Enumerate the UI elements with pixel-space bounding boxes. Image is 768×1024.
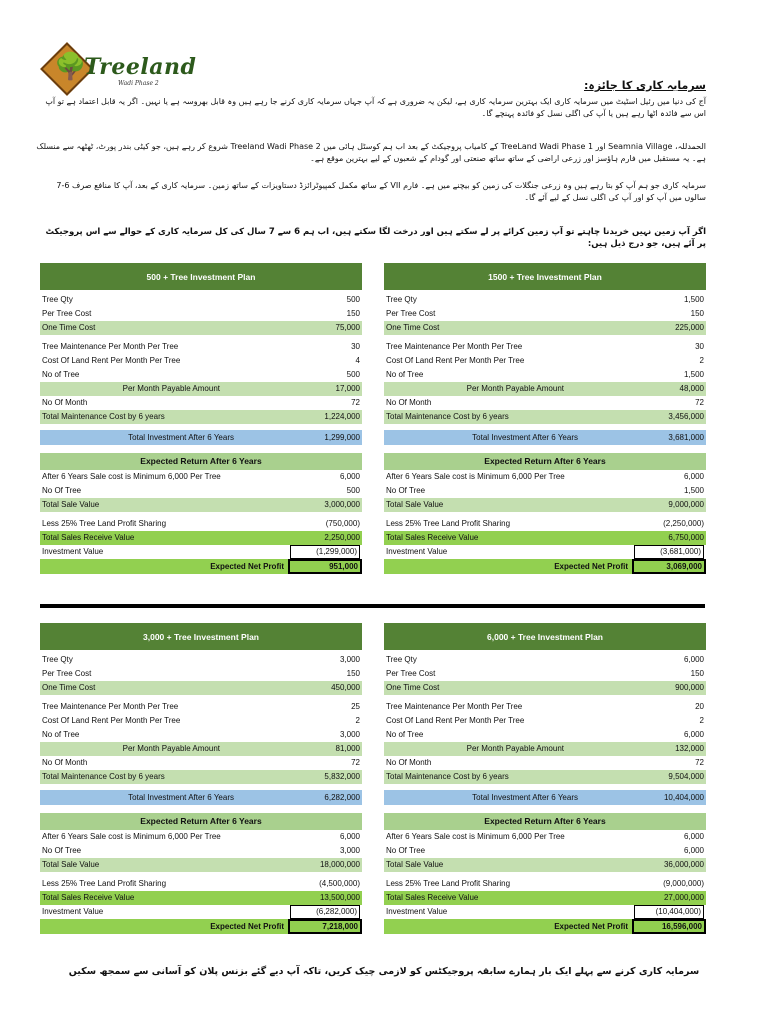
row-label: Cost Of Land Rent Per Month Per Tree xyxy=(386,356,525,365)
row-label: No Of Tree xyxy=(386,846,426,855)
plan-title: 1500 + Tree Investment Plan xyxy=(384,263,706,290)
row-label: Total Investment After 6 Years xyxy=(472,433,578,442)
row-value: 1,500 xyxy=(683,486,704,495)
row-label: No of Tree xyxy=(42,730,80,739)
row-no-of-tree xyxy=(40,728,362,742)
row-total-sale-value xyxy=(384,498,706,512)
row-total-maintenance xyxy=(384,770,706,784)
row-no-of-month xyxy=(384,756,706,770)
treeland-logo xyxy=(40,44,197,102)
row-expected-net-profit xyxy=(40,919,362,934)
row-value: 9,000,000 xyxy=(668,500,704,509)
row-investment-value xyxy=(40,545,362,559)
row-value: 27,000,000 xyxy=(663,893,704,902)
row-value: 16,596,000 xyxy=(632,919,706,934)
plan-table-1500 xyxy=(384,263,706,574)
row-value: 3,000,000 xyxy=(324,500,360,509)
row-label: One Time Cost xyxy=(42,323,96,332)
row-value: 36,000,000 xyxy=(663,860,704,869)
investment-overview-heading: سرمایہ کاری کا جائزہ: xyxy=(583,79,706,92)
row-value: 17,000 xyxy=(335,384,360,393)
row-label: Total Maintenance Cost by 6 years xyxy=(42,772,165,781)
row-label: Per Tree Cost xyxy=(42,309,92,318)
row-total-investment xyxy=(40,790,362,805)
row-label: Tree Maintenance Per Month Per Tree xyxy=(386,342,523,351)
row-label: Investment Value xyxy=(42,547,104,556)
expected-return-header: Expected Return After 6 Years xyxy=(40,453,362,470)
row-label: No Of Tree xyxy=(42,846,82,855)
row-label: Total Investment After 6 Years xyxy=(128,793,234,802)
row-label: No of Tree xyxy=(386,370,424,379)
row-land-rent xyxy=(384,354,706,368)
row-label: Total Sale Value xyxy=(42,500,100,509)
row-per-month-payable xyxy=(384,382,706,396)
row-per-tree-cost xyxy=(40,307,362,321)
plan-table-6000 xyxy=(384,623,706,934)
row-value: 150 xyxy=(346,669,360,678)
row-one-time-cost xyxy=(40,681,362,695)
row-label: Tree Qty xyxy=(42,655,73,664)
row-value: 2 xyxy=(699,716,704,725)
row-value: 25 xyxy=(351,702,360,711)
row-value: 2 xyxy=(699,356,704,365)
row-value: 1,299,000 xyxy=(324,433,360,442)
row-value: 9,504,000 xyxy=(668,772,704,781)
row-sale-cost xyxy=(384,830,706,844)
row-per-tree-cost xyxy=(40,667,362,681)
row-label: Tree Maintenance Per Month Per Tree xyxy=(42,702,179,711)
row-label: Total Maintenance Cost by 6 years xyxy=(386,772,509,781)
row-total-maintenance xyxy=(40,770,362,784)
row-value: (9,000,000) xyxy=(663,879,704,888)
row-label: Total Sale Value xyxy=(386,860,444,869)
tree-icon: 🌳 xyxy=(54,52,87,82)
row-maintenance xyxy=(384,700,706,714)
row-label: Per Month Payable Amount xyxy=(466,744,564,753)
row-value: 150 xyxy=(690,669,704,678)
plan-title: 6,000 + Tree Investment Plan xyxy=(384,623,706,650)
row-label: Per Month Payable Amount xyxy=(466,384,564,393)
row-sale-cost xyxy=(40,830,362,844)
row-investment-value xyxy=(384,545,706,559)
expected-return-header: Expected Return After 6 Years xyxy=(40,813,362,830)
row-label: One Time Cost xyxy=(42,683,96,692)
row-value: 6,000 xyxy=(683,655,704,664)
row-label: Cost Of Land Rent Per Month Per Tree xyxy=(42,356,181,365)
plan-table-500 xyxy=(40,263,362,574)
row-total-sale-value xyxy=(384,858,706,872)
row-value: 500 xyxy=(346,486,360,495)
row-label: Tree Qty xyxy=(42,295,73,304)
row-per-tree-cost xyxy=(384,307,706,321)
row-sale-cost xyxy=(40,470,362,484)
row-label: Less 25% Tree Land Profit Sharing xyxy=(386,879,511,888)
row-label: Total Sales Receive Value xyxy=(42,893,135,902)
row-label: Tree Maintenance Per Month Per Tree xyxy=(42,342,179,351)
row-total-investment xyxy=(40,430,362,445)
row-label: Investment Value xyxy=(386,547,448,556)
row-label: Tree Qty xyxy=(386,655,417,664)
row-value: 225,000 xyxy=(675,323,704,332)
row-label: After 6 Years Sale cost is Minimum 6,000 Per Tree xyxy=(42,472,221,481)
row-one-time-cost xyxy=(384,321,706,335)
row-one-time-cost xyxy=(40,321,362,335)
row-label: Total Sale Value xyxy=(386,500,444,509)
row-value: 150 xyxy=(690,309,704,318)
intro-paragraph-1: آج کی دنیا میں رئیل اسٹیٹ میں سرمایہ کاری ایک بہترین سرمایہ کاری ہے، لیکن یہ ضروری ہے کہ آپ جہاں سرمایہ کاری کرنے جا رہے ہیں وہ قابل بھروسہ ہے یا نہیں۔ اگر یہ قابل اعتماد ہے تو آپ اس سے فائدہ اٹھا رہے ہیں یا آپ کی اگلی نسل کو فائدہ پہنچے گا۔ xyxy=(45,97,706,118)
row-value: 72 xyxy=(351,758,360,767)
row-label: Investment Value xyxy=(386,907,448,916)
row-label: Expected Net Profit xyxy=(40,919,288,934)
row-land-rent xyxy=(40,714,362,728)
intro-paragraph-3: سرمایہ کاری جو ہم آپ کو بتا رہے ہیں وہ زرعی جنگلات کی زمین کو بیچنے میں ہے۔ فارم VII کے ساتھ مکمل کمپیوٹرائزڈ دستاویزات کے ساتھ زمین۔ سرمایہ کاری کے بعد، آپ کا منافع صرف 6-7 سالوں میں آپ کو اور آپ کی اگلی نسل کے لیے آئے گا۔ xyxy=(56,181,706,202)
row-value: 3,000 xyxy=(339,846,360,855)
row-value: 30 xyxy=(695,342,704,351)
row-value: 450,000 xyxy=(331,683,360,692)
row-value: 7,218,000 xyxy=(288,919,362,934)
row-no-of-tree-2 xyxy=(40,844,362,858)
row-expected-net-profit xyxy=(40,559,362,574)
row-value: 18,000,000 xyxy=(319,860,360,869)
row-label: Total Sales Receive Value xyxy=(42,533,135,542)
row-label: Total Investment After 6 Years xyxy=(472,793,578,802)
row-value: 1,500 xyxy=(683,295,704,304)
row-per-month-payable xyxy=(40,382,362,396)
row-value: 10,404,000 xyxy=(663,793,704,802)
plan-title: 3,000 + Tree Investment Plan xyxy=(40,623,362,650)
row-sale-cost xyxy=(384,470,706,484)
intro-paragraph-4: اگر آپ زمین نہیں خریدنا چاہتے تو آپ زمین کرائے پر لے سکتے ہیں اور درخت لگا سکتے ہیں، اب ہم 6 سے 7 سال کی کل سرمایہ کاری کے حوالے سے اس پروجیکٹ پر آئے ہیں، جو درج ذیل ہیں: xyxy=(45,227,706,249)
row-value: 1,500 xyxy=(683,370,704,379)
row-label: Investment Value xyxy=(42,907,104,916)
row-value: (4,500,000) xyxy=(319,879,360,888)
row-value: 72 xyxy=(351,398,360,407)
row-label: One Time Cost xyxy=(386,683,440,692)
row-no-of-month xyxy=(384,396,706,410)
row-label: Expected Net Profit xyxy=(40,559,288,574)
row-label: Total Sales Receive Value xyxy=(386,893,479,902)
row-label: Less 25% Tree Land Profit Sharing xyxy=(42,519,167,528)
row-total-sale-value xyxy=(40,858,362,872)
row-label: Tree Maintenance Per Month Per Tree xyxy=(386,702,523,711)
row-value: 30 xyxy=(351,342,360,351)
row-value: 4 xyxy=(355,356,360,365)
expected-return-header: Expected Return After 6 Years xyxy=(384,813,706,830)
row-value: (10,404,000) xyxy=(634,905,704,919)
row-label: Total Maintenance Cost by 6 years xyxy=(386,412,509,421)
row-label: No Of Month xyxy=(42,758,88,767)
row-less-profit-sharing xyxy=(384,517,706,531)
row-label: No Of Month xyxy=(386,758,432,767)
row-maintenance xyxy=(40,700,362,714)
row-label: Total Investment After 6 Years xyxy=(128,433,234,442)
row-label: After 6 Years Sale cost is Minimum 6,000 Per Tree xyxy=(386,472,565,481)
row-value: 6,000 xyxy=(683,472,704,481)
row-value: 48,000 xyxy=(679,384,704,393)
row-value: 951,000 xyxy=(288,559,362,574)
row-total-investment xyxy=(384,430,706,445)
row-value: 5,832,000 xyxy=(324,772,360,781)
row-label: No of Tree xyxy=(386,730,424,739)
row-total-sales-receive xyxy=(384,891,706,905)
plan-table-3000 xyxy=(40,623,362,934)
row-value: 72 xyxy=(695,398,704,407)
row-no-of-tree xyxy=(384,368,706,382)
row-value: 20 xyxy=(695,702,704,711)
row-land-rent xyxy=(384,714,706,728)
row-value: 6,000 xyxy=(339,832,360,841)
row-maintenance xyxy=(40,340,362,354)
row-value: 2 xyxy=(355,716,360,725)
intro-paragraph-2: الحمدللہ، Seamnia Village اور TreeLand Wadi Phase 1 کے کامیاب پروجیکٹ کے بعد اب ہم کوسٹل ہائی میں Treeland Wadi Phase 2 شروع کر رہے ہیں، جو کیٹی بندر پورٹ، ٹھٹھہ سے منسلک ہے۔ یہ مستقبل میں فارم ہاؤسز اور زرعی اراضی کے ساتھ ساتھ صنعتی اور گودام کے شعبوں کے لیے بہترین موقع ہے۔ xyxy=(36,142,706,163)
row-value: 500 xyxy=(346,370,360,379)
logo-subtitle: Wadi Phase 2 xyxy=(118,80,159,87)
row-value: 75,000 xyxy=(335,323,360,332)
row-no-of-tree-2 xyxy=(384,844,706,858)
row-label: After 6 Years Sale cost is Minimum 6,000 Per Tree xyxy=(42,832,221,841)
row-value: 3,000 xyxy=(339,730,360,739)
row-per-month-payable xyxy=(384,742,706,756)
row-value: (2,250,000) xyxy=(663,519,704,528)
row-value: 500 xyxy=(346,295,360,304)
row-investment-value xyxy=(384,905,706,919)
row-label: Cost Of Land Rent Per Month Per Tree xyxy=(42,716,181,725)
row-tree-qty xyxy=(40,653,362,667)
row-label: No Of Tree xyxy=(42,486,82,495)
row-total-investment xyxy=(384,790,706,805)
row-less-profit-sharing xyxy=(40,877,362,891)
row-maintenance xyxy=(384,340,706,354)
row-value: 150 xyxy=(346,309,360,318)
row-total-maintenance xyxy=(40,410,362,424)
row-tree-qty xyxy=(384,653,706,667)
row-one-time-cost xyxy=(384,681,706,695)
footer-note: سرمایہ کاری کرنے سے پہلے ایک بار ہمارے سابقہ پروجیکٹس کو لازمی چیک کریں، تاکہ آپ دیے گئے بزنس پلان کو آسانی سے سمجھ سکیں xyxy=(68,966,700,977)
expected-return-header: Expected Return After 6 Years xyxy=(384,453,706,470)
row-land-rent xyxy=(40,354,362,368)
row-value: (750,000) xyxy=(325,519,360,528)
row-value: 6,000 xyxy=(683,846,704,855)
section-divider xyxy=(40,604,705,608)
row-value: 72 xyxy=(695,758,704,767)
row-label: No of Tree xyxy=(42,370,80,379)
row-total-sales-receive xyxy=(40,891,362,905)
row-expected-net-profit xyxy=(384,559,706,574)
row-less-profit-sharing xyxy=(384,877,706,891)
row-no-of-tree-2 xyxy=(40,484,362,498)
row-label: Expected Net Profit xyxy=(384,559,632,574)
row-label: No Of Month xyxy=(42,398,88,407)
row-total-maintenance xyxy=(384,410,706,424)
logo-name: Treeland xyxy=(84,54,197,80)
row-no-of-month xyxy=(40,756,362,770)
row-value: 6,282,000 xyxy=(324,793,360,802)
row-value: 6,000 xyxy=(339,472,360,481)
row-value: 132,000 xyxy=(675,744,704,753)
row-label: After 6 Years Sale cost is Minimum 6,000 Per Tree xyxy=(386,832,565,841)
row-total-sales-receive xyxy=(40,531,362,545)
row-value: 3,456,000 xyxy=(668,412,704,421)
row-value: 3,681,000 xyxy=(668,433,704,442)
row-label: Per Month Payable Amount xyxy=(122,744,220,753)
row-label: No Of Month xyxy=(386,398,432,407)
row-label: Expected Net Profit xyxy=(384,919,632,934)
row-value: 3,069,000 xyxy=(632,559,706,574)
row-tree-qty xyxy=(40,293,362,307)
row-value: 6,000 xyxy=(683,730,704,739)
row-label: One Time Cost xyxy=(386,323,440,332)
row-label: Total Sales Receive Value xyxy=(386,533,479,542)
row-no-of-tree xyxy=(40,368,362,382)
row-value: 3,000 xyxy=(339,655,360,664)
row-label: Per Tree Cost xyxy=(42,669,92,678)
row-investment-value xyxy=(40,905,362,919)
row-label: Less 25% Tree Land Profit Sharing xyxy=(386,519,511,528)
row-less-profit-sharing xyxy=(40,517,362,531)
row-label: Less 25% Tree Land Profit Sharing xyxy=(42,879,167,888)
row-label: Cost Of Land Rent Per Month Per Tree xyxy=(386,716,525,725)
row-tree-qty xyxy=(384,293,706,307)
row-per-month-payable xyxy=(40,742,362,756)
row-value: (6,282,000) xyxy=(290,905,360,919)
row-label: Total Sale Value xyxy=(42,860,100,869)
row-label: Total Maintenance Cost by 6 years xyxy=(42,412,165,421)
row-no-of-tree-2 xyxy=(384,484,706,498)
row-label: Per Tree Cost xyxy=(386,309,436,318)
row-no-of-tree xyxy=(384,728,706,742)
row-value: 6,000 xyxy=(683,832,704,841)
row-no-of-month xyxy=(40,396,362,410)
row-label: No Of Tree xyxy=(386,486,426,495)
row-value: 900,000 xyxy=(675,683,704,692)
plan-title: 500 + Tree Investment Plan xyxy=(40,263,362,290)
row-value: 13,500,000 xyxy=(319,893,360,902)
row-value: 1,224,000 xyxy=(324,412,360,421)
row-label: Tree Qty xyxy=(386,295,417,304)
row-value: 2,250,000 xyxy=(324,533,360,542)
row-value: 6,750,000 xyxy=(668,533,704,542)
row-expected-net-profit xyxy=(384,919,706,934)
row-per-tree-cost xyxy=(384,667,706,681)
row-label: Per Month Payable Amount xyxy=(122,384,220,393)
row-value: (3,681,000) xyxy=(634,545,704,559)
row-value: 81,000 xyxy=(335,744,360,753)
row-total-sale-value xyxy=(40,498,362,512)
row-total-sales-receive xyxy=(384,531,706,545)
row-label: Per Tree Cost xyxy=(386,669,436,678)
row-value: (1,299,000) xyxy=(290,545,360,559)
